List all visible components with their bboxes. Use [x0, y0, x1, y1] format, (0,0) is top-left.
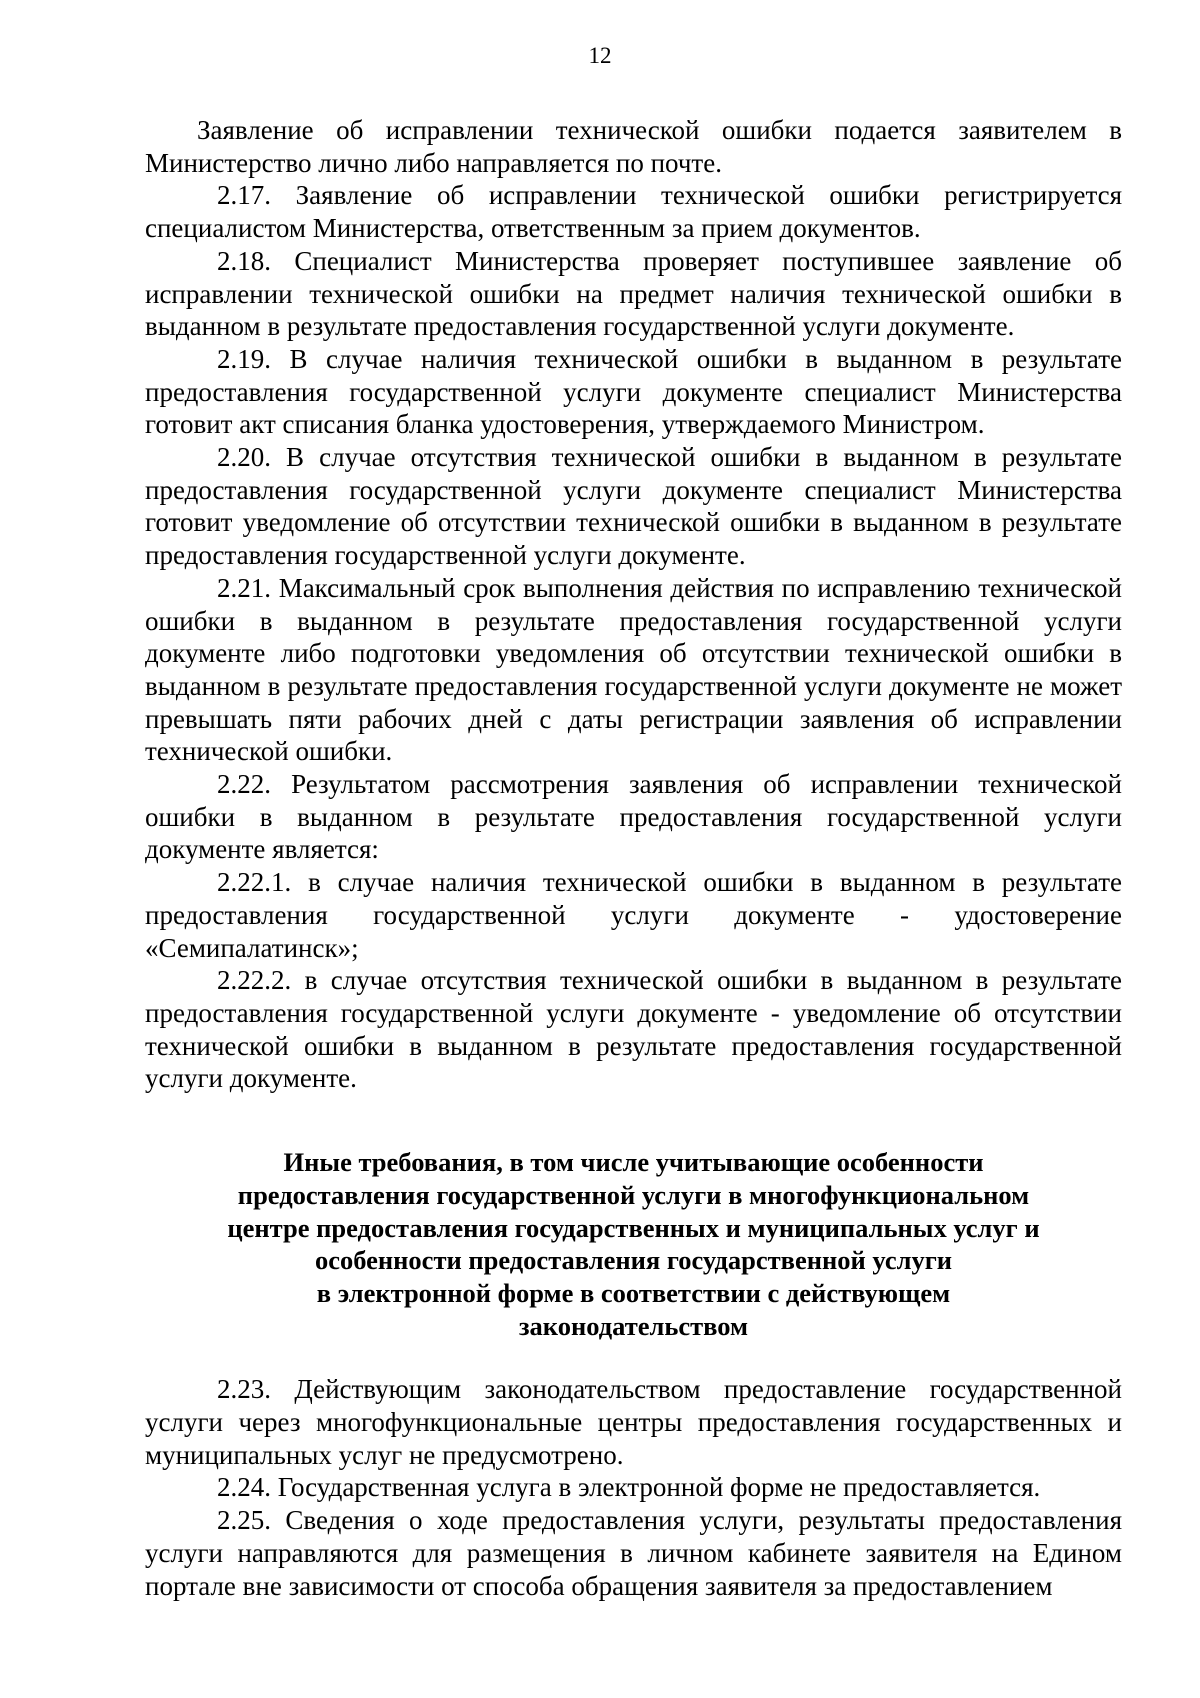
paragraph: 2.21. Максимальный срок выполнения действия по исправлению технической ошибки в выданном в результате предоставления государственной услуги документе либо подготовки уведомления об отсутствии технической ошибки в выданном в результате предоставления государственной услуги документе не может превышать пяти рабочих дней с даты регистрации заявления об исправлении технической ошибки.	[145, 572, 1122, 767]
paragraph: 2.20. В случае отсутствия технической ошибки в выданном в результате предоставления государственной услуги документе специалист Министерства готовит уведомление об отсутствии технической ошибки в выданном в результате предоставления государственной услуги документе.	[145, 442, 1122, 571]
page-number: 12	[588, 43, 612, 68]
document-body	[145, 114, 1122, 1602]
heading-line: особенности предоставления государственной услуги	[314, 1245, 953, 1276]
paragraph: 2.18. Специалист Министерства проверяет поступившее заявление об исправлении технической ошибки на предмет наличия технической ошибки в выданном в результате предоставления государственной услуги документе.	[145, 245, 1122, 342]
paragraph: 2.22.1. в случае наличия технической ошибки в выданном в результате предоставления государственной услуги документе - удостоверение «Семипалатинск»;	[145, 867, 1122, 963]
heading-line: предоставления государственной услуги в многофункциональном	[237, 1179, 1030, 1210]
paragraph: 2.23. Действующим законодательством предоставление государственной услуги через многофункциональные центры предоставления государственных и муниципальных услуг не предусмотрено.	[145, 1374, 1122, 1470]
heading-line: Иные требования, в том числе учитывающие особенности	[283, 1147, 984, 1178]
paragraph: Заявление об исправлении технической ошибки подается заявителем в Министерство лично либо направляется по почте.	[145, 115, 1122, 178]
paragraph: 2.22. Результатом рассмотрения заявления об исправлении технической ошибки в выданном в результате предоставления государственной услуги документе является:	[145, 769, 1122, 865]
paragraph: 2.19. В случае наличия технической ошибки в выданном в результате предоставления государственной услуги документе специалист Министерства готовит акт списания бланка удостоверения, утверждаемого Министром.	[145, 343, 1122, 440]
section-heading	[185, 1146, 1082, 1342]
paragraph: 2.17. Заявление об исправлении технической ошибки регистрируется специалистом Министерства, ответственным за прием документов.	[145, 180, 1122, 244]
paragraph: 2.25. Сведения о ходе предоставления услуги, результаты предоставления услуги направляются для размещения в личном кабинете заявителя на Едином портале вне зависимости от способа обращения заявителя за предоставлением	[145, 1505, 1122, 1601]
heading-line: законодательством	[518, 1310, 749, 1341]
paragraph: 2.24. Государственная услуга в электронной форме не предоставляется.	[217, 1472, 1041, 1503]
heading-line: центре предоставления государственных и муниципальных услуг и	[227, 1212, 1040, 1243]
heading-line: в электронной форме в соответствии с действующем	[316, 1277, 951, 1308]
paragraph: 2.22.2. в случае отсутствия технической ошибки в выданном в результате предоставления государственной услуги документе - уведомление об отсутствии технической ошибки в выданном в результате предоставления государственной услуги документе.	[145, 965, 1122, 1094]
